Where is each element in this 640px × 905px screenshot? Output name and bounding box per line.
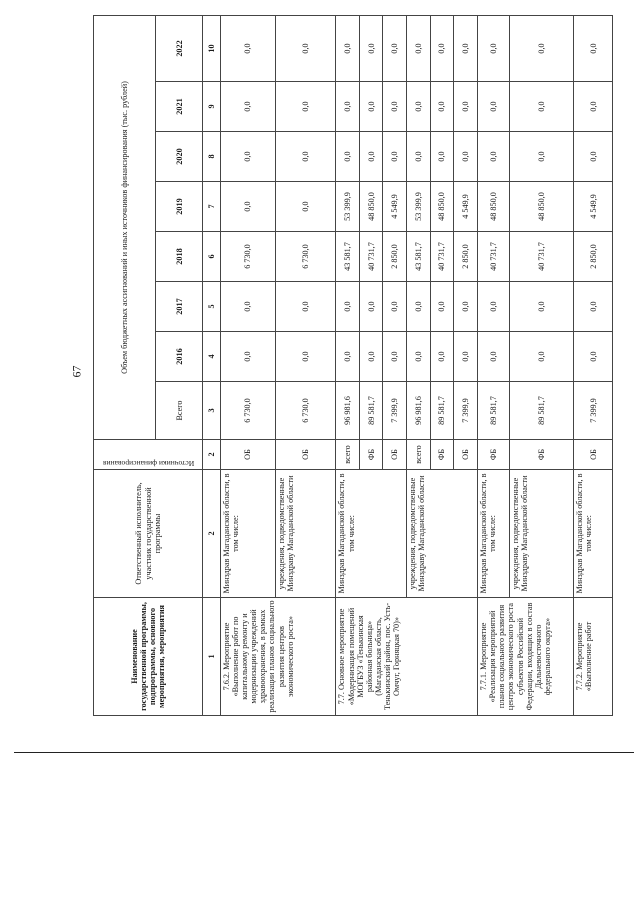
row-value: 0,0 — [509, 132, 573, 182]
header-source-text: Источники финансирования — [102, 459, 194, 468]
row-value: 0,0 — [477, 282, 509, 332]
row-value: 0,0 — [509, 332, 573, 382]
row-value: 40 731,7 — [359, 232, 383, 282]
row-value: 0,0 — [430, 132, 454, 182]
row-source: всего — [336, 440, 360, 470]
row-value: 89 581,7 — [477, 382, 509, 440]
column-number: 9 — [203, 82, 220, 132]
row-value: 0,0 — [407, 82, 431, 132]
column-number: 2 — [203, 470, 220, 598]
column-number: 3 — [203, 382, 220, 440]
header-year: 2018 — [156, 232, 203, 282]
row-value: 43 581,7 — [407, 232, 431, 282]
row-executor: Минздрав Магаданской области, в том числе: — [574, 470, 613, 598]
row-value: 0,0 — [574, 132, 613, 182]
row-value: 0,0 — [477, 82, 509, 132]
row-source: всего — [407, 440, 431, 470]
row-value: 48 850,0 — [477, 182, 509, 232]
row-value: 0,0 — [220, 82, 276, 132]
column-number: 4 — [203, 332, 220, 382]
row-name: 7.6.2. Мероприятие «Выполнение работ по капитальному ремонту и модернизации учреждений здравоохранения, в рамках реализации планов социального развития центров экономического роста» — [220, 598, 336, 716]
row-value: 0,0 — [359, 332, 383, 382]
row-value: 0,0 — [454, 332, 478, 382]
row-value: 40 731,7 — [509, 232, 573, 282]
row-value: 0,0 — [454, 15, 478, 81]
row-value: 0,0 — [336, 82, 360, 132]
row-value: 96 981,6 — [336, 382, 360, 440]
budget-table-rotated — [93, 16, 613, 716]
row-value: 0,0 — [383, 132, 407, 182]
row-value: 0,0 — [407, 332, 431, 382]
row-value: 0,0 — [220, 332, 276, 382]
budget-table — [93, 15, 613, 716]
row-source: ОБ — [454, 440, 478, 470]
row-value: 0,0 — [383, 332, 407, 382]
row-value: 0,0 — [430, 82, 454, 132]
row-value: 7 399,9 — [383, 382, 407, 440]
row-value: 0,0 — [276, 132, 336, 182]
row-value: 0,0 — [574, 282, 613, 332]
row-value: 0,0 — [276, 332, 336, 382]
table-row — [477, 15, 509, 715]
row-executor: Минздрав Магаданской области, в том числе: — [220, 470, 276, 598]
header-year: 2016 — [156, 332, 203, 382]
row-value: 6 730,0 — [276, 232, 336, 282]
row-source: ОБ — [383, 440, 407, 470]
row-value: 0,0 — [477, 15, 509, 81]
row-name: 7.7.2. Мероприятие «Выполнение работ — [574, 598, 613, 716]
row-value: 89 581,7 — [430, 382, 454, 440]
row-value: 2 850,0 — [454, 232, 478, 282]
table-row — [574, 15, 613, 715]
row-value: 0,0 — [509, 82, 573, 132]
row-source: ОБ — [276, 440, 336, 470]
row-executor: учреждения, подведомственные Минздраву Магаданской области — [509, 470, 573, 598]
row-value: 7 399,9 — [454, 382, 478, 440]
row-value: 0,0 — [454, 132, 478, 182]
row-value: 0,0 — [220, 132, 276, 182]
row-value: 0,0 — [336, 132, 360, 182]
header-total: Всего — [156, 382, 203, 440]
row-value: 6 730,0 — [276, 382, 336, 440]
row-executor: Минздрав Магаданской области, в том числе: — [477, 470, 509, 598]
row-value: 0,0 — [383, 82, 407, 132]
row-source: ОБ — [574, 440, 613, 470]
column-number: 8 — [203, 132, 220, 182]
row-value: 4 549,9 — [574, 182, 613, 232]
row-value: 0,0 — [454, 82, 478, 132]
row-value: 2 850,0 — [574, 232, 613, 282]
header-volume: Объем бюджетных ассигнований и иных источников финансирования (тыс. рублей) — [94, 15, 156, 439]
row-value: 6 730,0 — [220, 232, 276, 282]
row-source: ФБ — [359, 440, 383, 470]
row-value: 0,0 — [407, 282, 431, 332]
table-row — [336, 15, 360, 715]
row-value: 0,0 — [477, 332, 509, 382]
row-value: 2 850,0 — [383, 232, 407, 282]
row-value: 0,0 — [276, 15, 336, 81]
row-value: 0,0 — [359, 15, 383, 81]
row-value: 0,0 — [359, 282, 383, 332]
row-value: 0,0 — [336, 15, 360, 81]
row-value: 96 981,6 — [407, 382, 431, 440]
row-value: 0,0 — [276, 182, 336, 232]
row-value: 89 581,7 — [509, 382, 573, 440]
row-name: 7.7. Основное мероприятие «Модернизация помещений МОГБУЗ «Тенькинская районная больница» (Магаданская область, Тенькинский район, пос. Усть-Омчуг, Горняцкая 70)» — [336, 598, 477, 716]
row-value: 0,0 — [276, 282, 336, 332]
row-value: 0,0 — [359, 132, 383, 182]
column-number: 5 — [203, 282, 220, 332]
row-value: 40 731,7 — [477, 232, 509, 282]
header-source — [94, 440, 203, 470]
row-value: 0,0 — [509, 15, 573, 81]
row-value: 0,0 — [336, 282, 360, 332]
page-number: 67 — [69, 365, 84, 378]
row-value: 0,0 — [407, 15, 431, 81]
row-value: 0,0 — [477, 132, 509, 182]
row-value: 0,0 — [383, 15, 407, 81]
row-value: 0,0 — [220, 15, 276, 81]
row-value: 89 581,7 — [359, 382, 383, 440]
row-value: 0,0 — [509, 282, 573, 332]
row-value: 48 850,0 — [359, 182, 383, 232]
column-number: 1 — [203, 598, 220, 716]
row-value: 0,0 — [407, 132, 431, 182]
row-value: 0,0 — [574, 332, 613, 382]
column-number: 7 — [203, 182, 220, 232]
row-source: ФБ — [477, 440, 509, 470]
row-value: 0,0 — [220, 182, 276, 232]
row-source: ФБ — [509, 440, 573, 470]
row-value: 43 581,7 — [336, 232, 360, 282]
row-executor: Минздрав Магаданской области, в том числе: — [336, 470, 407, 598]
header-year: 2021 — [156, 82, 203, 132]
column-number: 2 — [203, 440, 220, 470]
row-value: 0,0 — [574, 15, 613, 81]
column-number: 10 — [203, 15, 220, 81]
column-numbers-row — [203, 15, 220, 715]
row-value: 0,0 — [430, 15, 454, 81]
row-value: 4 549,9 — [454, 182, 478, 232]
row-value: 53 399,9 — [336, 182, 360, 232]
row-value: 53 399,9 — [407, 182, 431, 232]
row-value: 0,0 — [430, 332, 454, 382]
header-executor: Ответственный исполнитель, участник государственной программы — [94, 470, 203, 598]
row-value: 0,0 — [454, 282, 478, 332]
row-value: 0,0 — [276, 82, 336, 132]
table-row — [220, 15, 276, 715]
header-year: 2019 — [156, 182, 203, 232]
row-value: 0,0 — [336, 332, 360, 382]
row-value: 6 730,0 — [220, 382, 276, 440]
header-name: Наименование государственной программы, подпрограммы, основного мероприятия, мероприятия — [94, 598, 203, 716]
row-value: 0,0 — [430, 282, 454, 332]
header-year: 2022 — [156, 15, 203, 81]
row-value: 4 549,9 — [383, 182, 407, 232]
row-value: 40 731,7 — [430, 232, 454, 282]
header-year: 2020 — [156, 132, 203, 182]
row-value: 48 850,0 — [509, 182, 573, 232]
row-value: 0,0 — [220, 282, 276, 332]
row-value: 48 850,0 — [430, 182, 454, 232]
row-value: 0,0 — [383, 282, 407, 332]
row-value: 0,0 — [574, 82, 613, 132]
row-source: ФБ — [430, 440, 454, 470]
row-executor: учреждения, подведомственные Минздраву Магаданской области — [276, 470, 336, 598]
row-value: 7 399,9 — [574, 382, 613, 440]
header-year: 2017 — [156, 282, 203, 332]
row-source: ОБ — [220, 440, 276, 470]
row-value: 0,0 — [359, 82, 383, 132]
row-name: 7.7.1. Мероприятие «Реализация мероприятий планов социального развития центров экономического роста субъектов Российской Федерации, входящих в состав Дальневосточного федерального округа» — [477, 598, 573, 716]
column-number: 6 — [203, 232, 220, 282]
row-executor: учреждения, подведомственные Минздраву Магаданской области — [407, 470, 478, 598]
page-divider — [14, 752, 634, 753]
